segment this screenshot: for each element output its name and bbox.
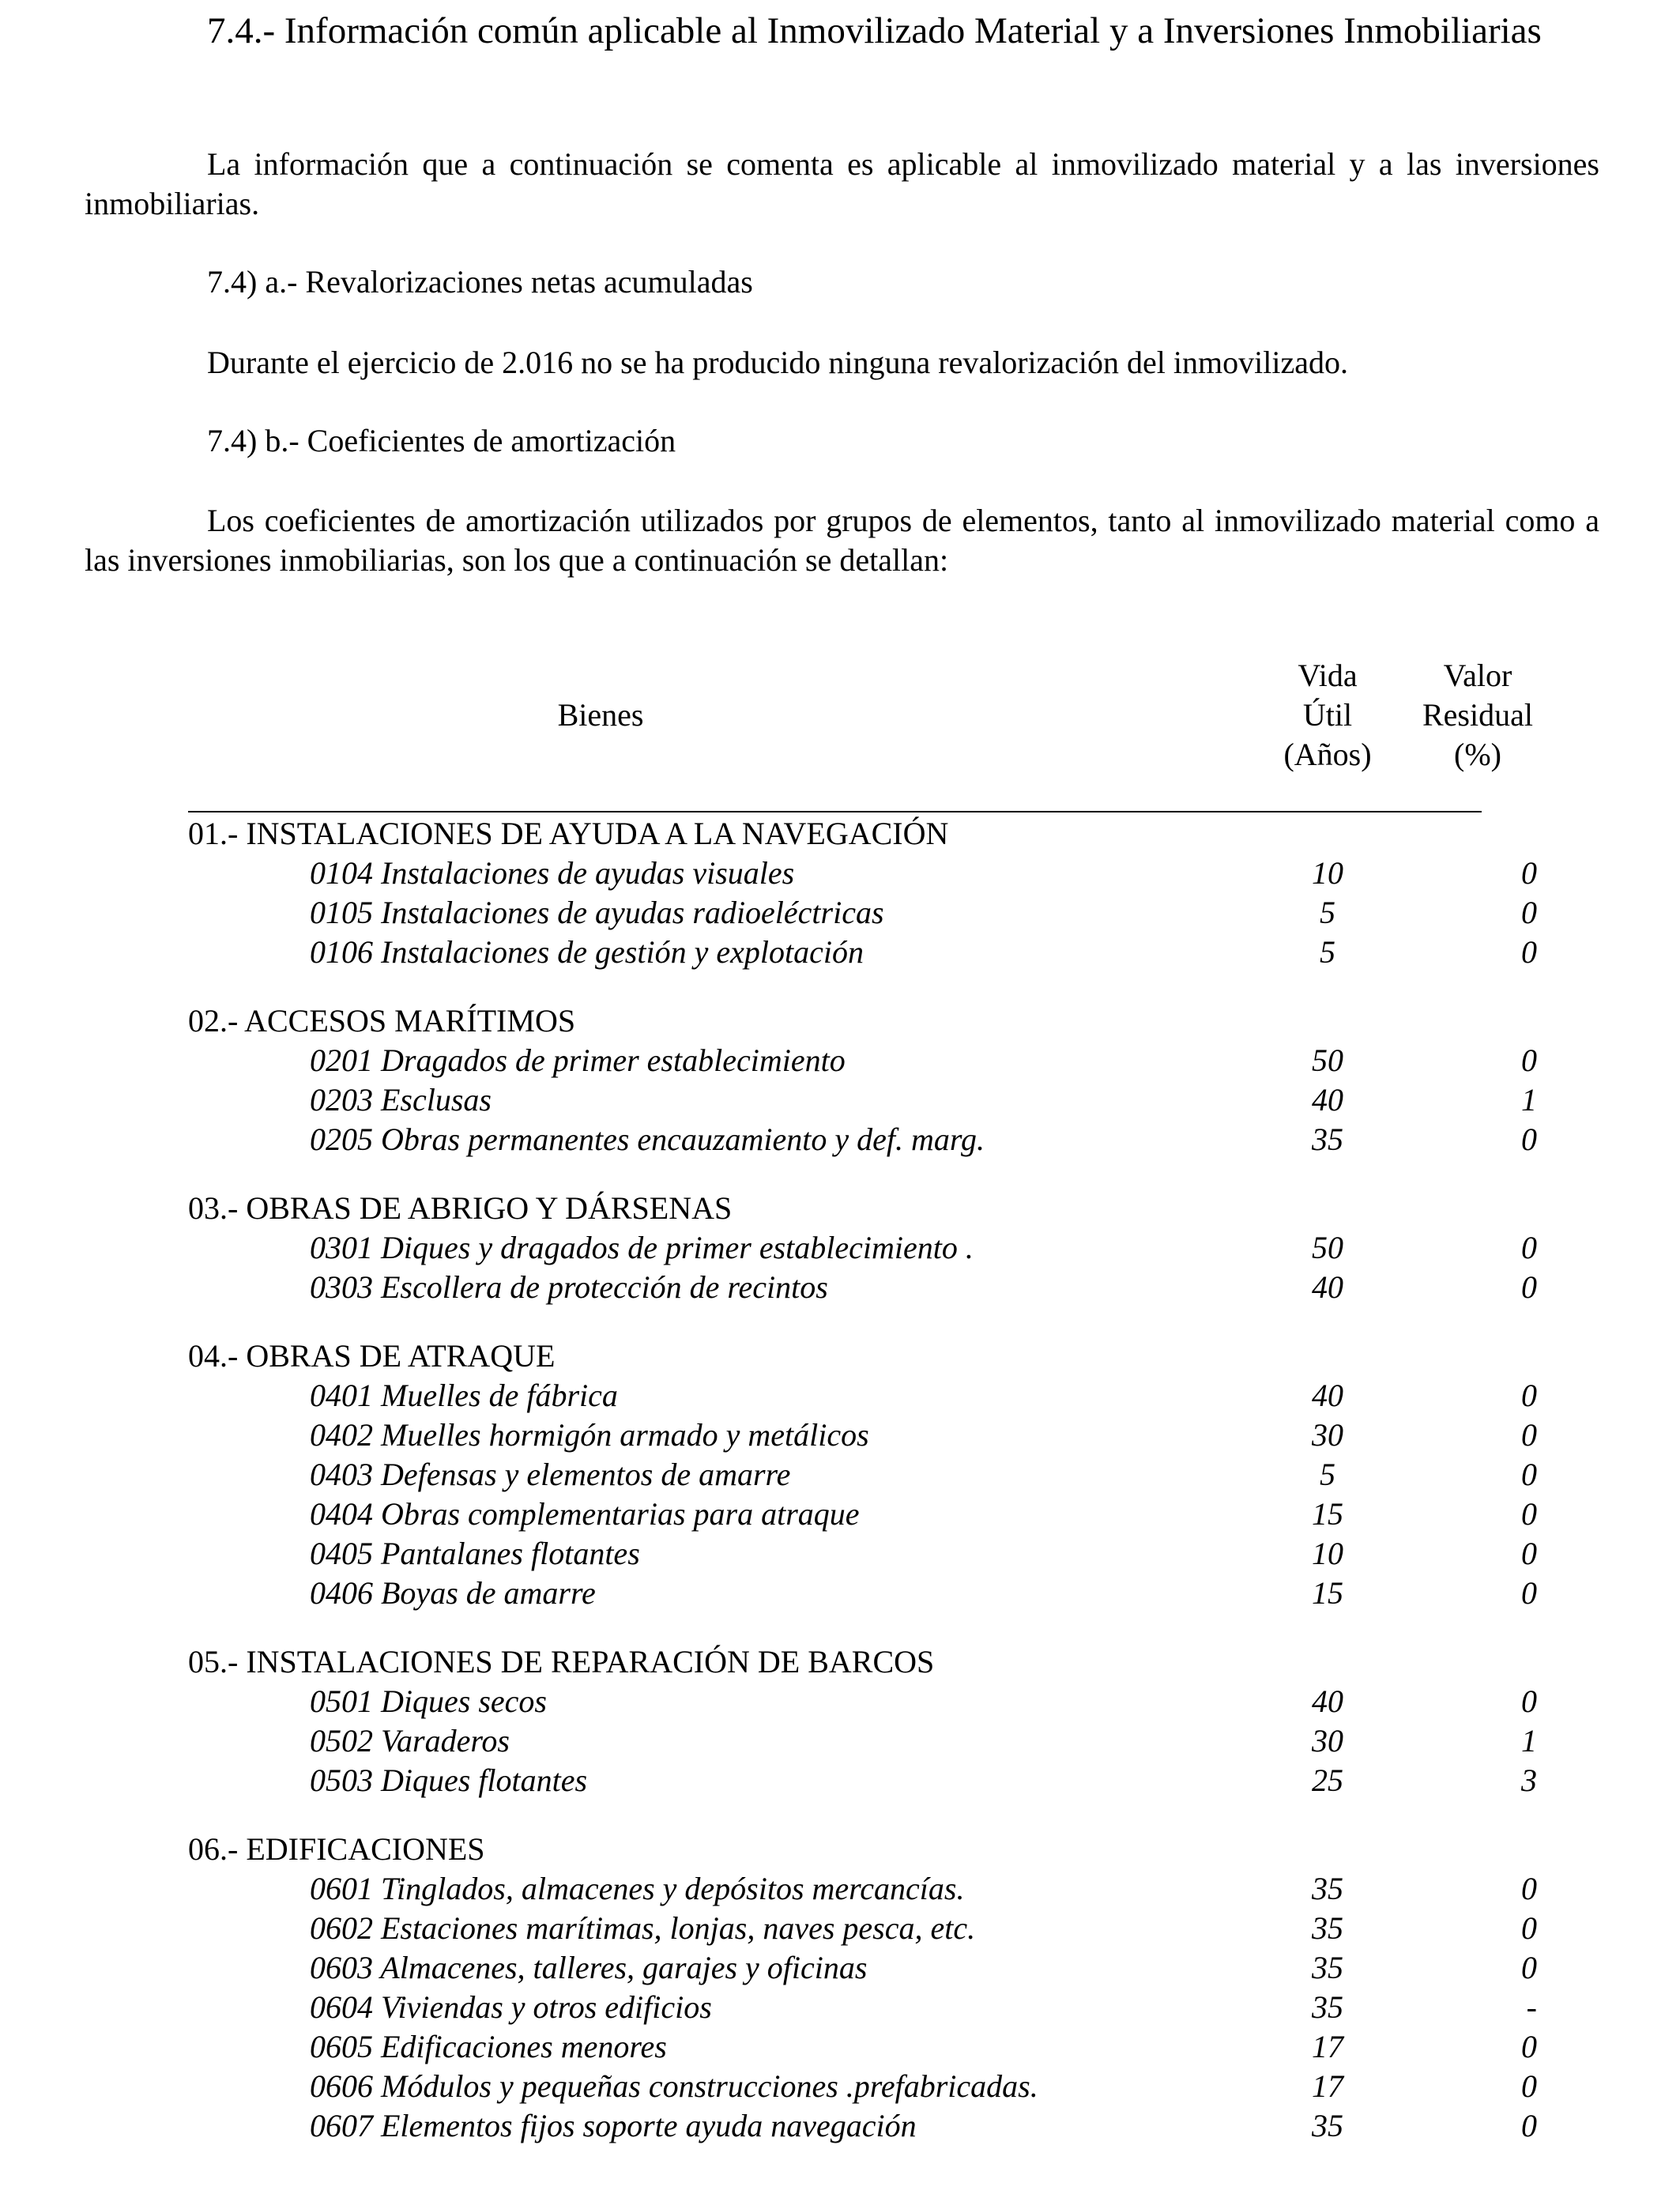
residual-value: 1 <box>1521 1082 1537 1118</box>
useful-life-value: 5 <box>1320 934 1335 970</box>
residual-value: 0 <box>1521 1575 1537 1611</box>
asset-description: 0105 Instalaciones de ayudas radioeléctricas <box>310 895 884 930</box>
asset-group <box>0 1001 1680 1159</box>
table-row <box>0 1721 1680 1761</box>
asset-description: 0303 Escollera de protección de recintos <box>310 1269 828 1305</box>
amortization-table <box>0 814 1680 2175</box>
residual-value: 0 <box>1521 1378 1537 1413</box>
useful-life-value: 30 <box>1312 1417 1343 1453</box>
table-row <box>0 1376 1680 1416</box>
asset-description: 0503 Diques flotantes <box>310 1762 588 1798</box>
useful-life-value: 50 <box>1312 1230 1343 1265</box>
asset-description: 0405 Pantalanes flotantes <box>310 1536 640 1571</box>
asset-description: 0602 Estaciones marítimas, lonjas, naves pesca, etc. <box>310 1910 976 1946</box>
asset-description: 0301 Diques y dragados de primer establecimiento . <box>310 1230 974 1265</box>
asset-description: 0104 Instalaciones de ayudas visuales <box>310 855 795 891</box>
useful-life-value: 40 <box>1312 1378 1343 1413</box>
residual-value: 0 <box>1521 934 1537 970</box>
residual-value: 3 <box>1521 1762 1537 1798</box>
asset-group <box>0 814 1680 972</box>
section-heading: 7.4.- Información común aplicable al Inmovilizado Material y a Inversiones Inmobiliarias <box>207 10 1542 51</box>
residual-value: 0 <box>1521 1496 1537 1532</box>
table-row <box>0 1574 1680 1613</box>
table-row <box>0 2027 1680 2067</box>
table-row <box>0 1948 1680 1988</box>
table-row <box>0 1534 1680 1574</box>
residual-value: 0 <box>1521 1950 1537 1985</box>
subsection-a-title: 7.4) a.- Revalorizaciones netas acumuladas <box>207 264 753 300</box>
header-bienes-label: Bienes <box>557 697 644 733</box>
useful-life-value: 35 <box>1312 1950 1343 1985</box>
residual-value: 0 <box>1521 1871 1537 1906</box>
residual-value: 0 <box>1521 2068 1537 2104</box>
asset-group-title: 04.- OBRAS DE ATRAQUE <box>188 1338 556 1374</box>
useful-life-value: 10 <box>1312 1536 1343 1571</box>
asset-description: 0401 Muelles de fábrica <box>310 1378 618 1413</box>
residual-value: 0 <box>1521 895 1537 930</box>
useful-life-value: 40 <box>1312 1082 1343 1118</box>
useful-life-value: 15 <box>1312 1496 1343 1532</box>
table-row <box>0 1228 1680 1268</box>
asset-description: 0603 Almacenes, talleres, garajes y oficinas <box>310 1950 868 1985</box>
asset-description: 0502 Varaderos <box>310 1723 510 1759</box>
asset-group-title: 01.- INSTALACIONES DE AYUDA A LA NAVEGACIÓN <box>188 816 949 851</box>
residual-value: 0 <box>1521 2029 1537 2064</box>
asset-description: 0205 Obras permanentes encauzamiento y def. marg. <box>310 1122 985 1157</box>
header-vida-line2: Útil <box>1302 697 1353 733</box>
asset-group-title: 03.- OBRAS DE ABRIGO Y DÁRSENAS <box>188 1190 733 1226</box>
useful-life-value: 17 <box>1312 2029 1343 2064</box>
asset-group-title: 02.- ACCESOS MARÍTIMOS <box>188 1003 576 1039</box>
header-valor-residual <box>1399 656 1557 775</box>
useful-life-value: 35 <box>1312 1910 1343 1946</box>
residual-value: 0 <box>1521 1230 1537 1265</box>
asset-description: 0403 Defensas y elementos de amarre <box>310 1457 791 1492</box>
header-valor-line3: (%) <box>1454 737 1501 772</box>
residual-value: 0 <box>1521 1122 1537 1157</box>
asset-description: 0201 Dragados de primer establecimiento <box>310 1042 846 1078</box>
useful-life-value: 15 <box>1312 1575 1343 1611</box>
subsection-b-text: Los coeficientes de amortización utilizados por grupos de elementos, tanto al inmovilizado material como a las inversiones inmobiliarias, son los que a continuación se detallan: <box>85 503 1599 578</box>
useful-life-value: 35 <box>1312 2108 1343 2143</box>
residual-value: 0 <box>1521 1269 1537 1305</box>
table-row <box>0 1416 1680 1455</box>
residual-value: 0 <box>1521 1417 1537 1453</box>
header-vida-util <box>1264 656 1391 775</box>
residual-value: 1 <box>1521 1723 1537 1759</box>
table-row <box>0 1495 1680 1534</box>
residual-value: 0 <box>1521 1457 1537 1492</box>
table-row <box>0 2106 1680 2146</box>
useful-life-value: 35 <box>1312 1871 1343 1906</box>
asset-description: 0404 Obras complementarias para atraque <box>310 1496 860 1532</box>
residual-value: 0 <box>1521 1536 1537 1571</box>
residual-value: 0 <box>1521 1910 1537 1946</box>
table-row <box>0 1120 1680 1159</box>
asset-description: 0601 Tinglados, almacenes y depósitos mercancías. <box>310 1871 965 1906</box>
table-row <box>0 1909 1680 1948</box>
table-row <box>0 1268 1680 1307</box>
useful-life-value: 30 <box>1312 1723 1343 1759</box>
asset-group <box>0 1830 1680 2146</box>
table-row <box>0 1080 1680 1120</box>
asset-group <box>0 1189 1680 1307</box>
header-vida-line1: Vida <box>1298 658 1358 693</box>
subsection-a-text: Durante el ejercicio de 2.016 no se ha producido ninguna revalorización del inmovilizado. <box>207 345 1348 380</box>
table-row <box>0 854 1680 893</box>
asset-group <box>0 1336 1680 1613</box>
table-row <box>0 933 1680 972</box>
asset-description: 0106 Instalaciones de gestión y explotación <box>310 934 864 970</box>
useful-life-value: 35 <box>1312 1122 1343 1157</box>
useful-life-value: 40 <box>1312 1683 1343 1719</box>
table-row <box>0 893 1680 933</box>
useful-life-value: 5 <box>1320 895 1335 930</box>
table-row <box>0 1455 1680 1495</box>
useful-life-value: 35 <box>1312 1989 1343 2025</box>
header-bienes <box>443 696 759 735</box>
asset-description: 0406 Boyas de amarre <box>310 1575 596 1611</box>
useful-life-value: 10 <box>1312 855 1343 891</box>
table-row <box>0 1869 1680 1909</box>
residual-value: - <box>1526 1989 1537 2025</box>
residual-value: 0 <box>1521 855 1537 891</box>
useful-life-value: 17 <box>1312 2068 1343 2104</box>
asset-description: 0607 Elementos fijos soporte ayuda navegación <box>310 2108 917 2143</box>
useful-life-value: 5 <box>1320 1457 1335 1492</box>
useful-life-value: 40 <box>1312 1269 1343 1305</box>
table-row <box>0 2067 1680 2106</box>
asset-group-title: 05.- INSTALACIONES DE REPARACIÓN DE BARCOS <box>188 1644 935 1679</box>
residual-value: 0 <box>1521 1042 1537 1078</box>
table-row <box>0 1988 1680 2027</box>
header-valor-line2: Residual <box>1422 697 1533 733</box>
subsection-b-title: 7.4) b.- Coeficientes de amortización <box>207 423 676 458</box>
asset-description: 0605 Edificaciones menores <box>310 2029 667 2064</box>
asset-description: 0604 Viviendas y otros edificios <box>310 1989 712 2025</box>
asset-description: 0501 Diques secos <box>310 1683 547 1719</box>
asset-group-title: 06.- EDIFICACIONES <box>188 1831 485 1867</box>
table-row <box>0 1761 1680 1800</box>
useful-life-value: 25 <box>1312 1762 1343 1798</box>
intro-paragraph: La información que a continuación se comenta es aplicable al inmovilizado material y a las inversiones inmobiliarias. <box>85 146 1599 221</box>
residual-value: 0 <box>1521 2108 1537 2143</box>
table-row <box>0 1682 1680 1721</box>
header-valor-line1: Valor <box>1443 658 1512 693</box>
useful-life-value: 50 <box>1312 1042 1343 1078</box>
asset-description: 0203 Esclusas <box>310 1082 492 1118</box>
header-rule <box>188 811 1482 812</box>
table-row <box>0 1041 1680 1080</box>
residual-value: 0 <box>1521 1683 1537 1719</box>
asset-description: 0402 Muelles hormigón armado y metálicos <box>310 1417 869 1453</box>
header-vida-line3: (Años) <box>1283 737 1372 772</box>
asset-group <box>0 1642 1680 1800</box>
asset-description: 0606 Módulos y pequeñas construcciones .prefabricadas. <box>310 2068 1038 2104</box>
